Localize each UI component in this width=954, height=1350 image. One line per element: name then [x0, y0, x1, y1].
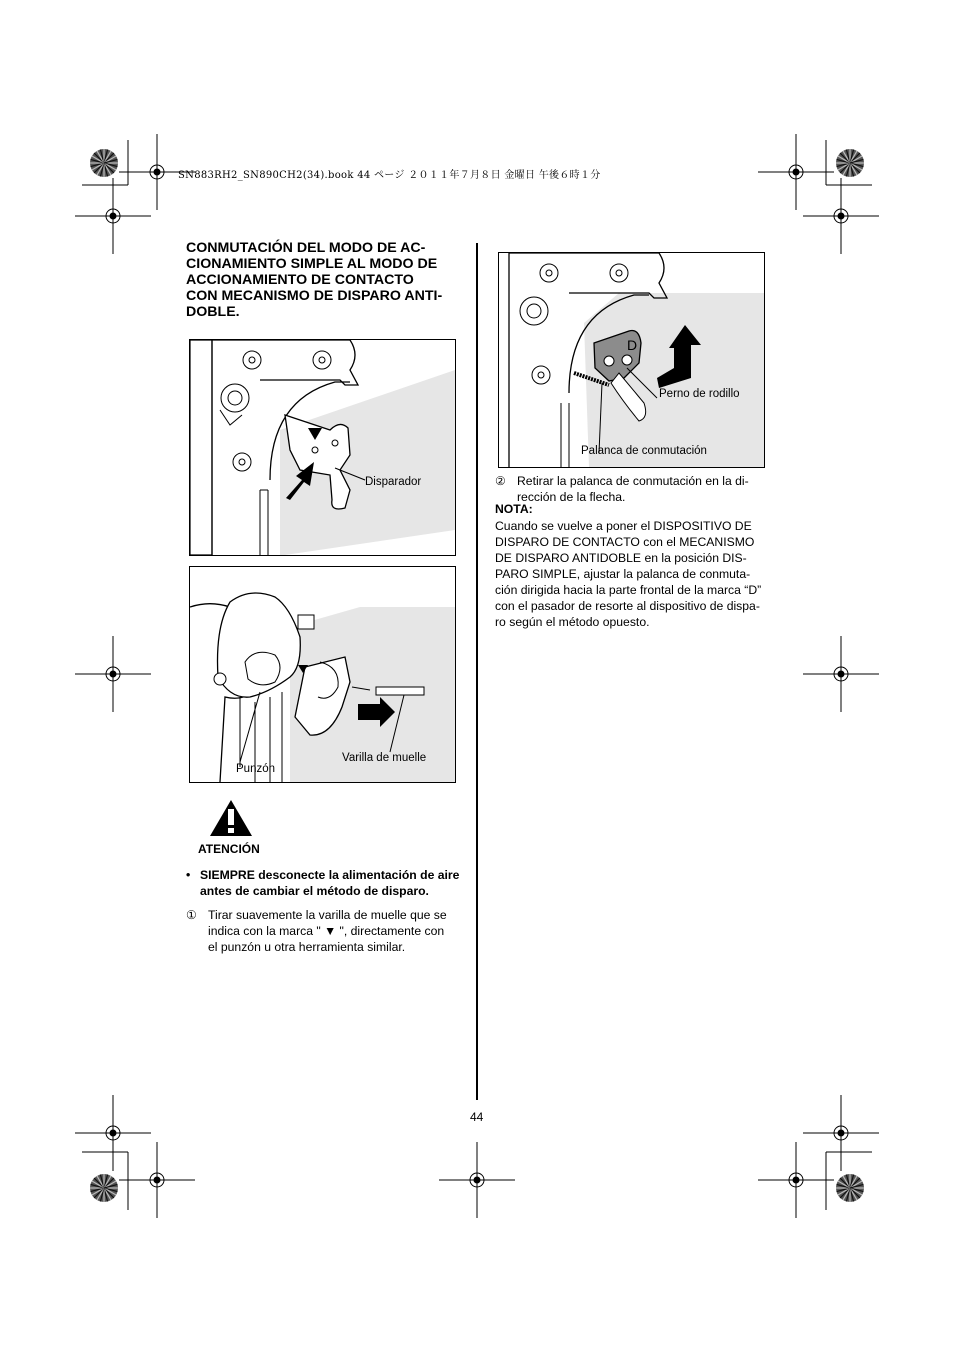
title-line: CON MECANISMO DE DISPARO ANTI-	[186, 288, 443, 304]
note-line: ción dirigida hacia la parte frontal de la marca “D”	[495, 583, 762, 597]
switch-lever-illustration	[499, 253, 764, 467]
step-number: ②	[495, 474, 506, 488]
registration-crosshair	[793, 169, 799, 175]
figure-switch-lever	[498, 252, 765, 468]
registration-crosshair	[154, 1177, 160, 1183]
section-title	[186, 240, 471, 320]
step-1	[186, 907, 471, 957]
step-line: Retirar la palanca de conmutación en la di-	[517, 474, 749, 488]
title-line: CONMUTACIÓN DEL MODO DE AC-	[186, 240, 426, 256]
registration-crosshair	[838, 671, 844, 677]
note-line: DISPARO DE CONTACTO con el MECANISMO	[495, 535, 755, 549]
spring-rod-illustration	[190, 567, 455, 782]
step-number: ①	[186, 908, 197, 922]
step-line: indica con la marca " ▼ ", directamente con	[208, 924, 445, 938]
bullet-dot: •	[186, 868, 191, 882]
step-line: el punzón u otra herramienta similar.	[208, 940, 406, 954]
note-line: DE DISPARO ANTIDOBLE en la posición DIS-	[495, 551, 747, 565]
figure-spring-rod	[189, 566, 456, 783]
warning-triangle-icon	[209, 799, 253, 837]
step-line: rección de la flecha.	[517, 490, 626, 504]
label-switch-lever: Palanca de conmutación	[581, 445, 707, 457]
label-spring-rod: Varilla de muelle	[342, 752, 427, 764]
registration-crosshair	[838, 1130, 844, 1136]
note-text	[495, 518, 775, 630]
registration-crosshair	[110, 671, 116, 677]
registration-crosshair	[793, 1177, 799, 1183]
registration-crosshair	[154, 169, 160, 175]
step-line: Tirar suavemente la varilla de muelle que se	[208, 908, 447, 922]
step-2	[495, 473, 775, 507]
registration-crosshair	[110, 213, 116, 219]
column-divider	[476, 243, 478, 1100]
registration-crosshair	[838, 213, 844, 219]
trigger-illustration	[190, 340, 455, 555]
svg-text:D: D	[627, 337, 638, 353]
figure-trigger	[189, 339, 456, 556]
note-line: Cuando se vuelve a poner el DISPOSITIVO DE	[495, 519, 752, 533]
label-punch: Punzón	[236, 763, 276, 775]
note-line: con el pasador de resorte al dispositivo de dispa-	[495, 599, 760, 613]
label-trigger: Disparador	[365, 476, 422, 488]
title-line: DOBLE.	[186, 304, 240, 320]
note-heading: NOTA:	[495, 502, 533, 516]
warning-text: SIEMPRE desconecte la alimentación de aire antes de cambiar el método de disparo.	[200, 868, 460, 898]
warning-label: ATENCIÓN	[198, 842, 260, 856]
label-roller-pin: Perno de rodillo	[659, 388, 740, 400]
note-line: PARO SIMPLE, ajustar la palanca de conmuta-	[495, 567, 751, 581]
file-header: SN883RH2_SN890CH2(34).book 44 ページ ２０１１年７月８日 金曜日 午後６時１分	[178, 170, 601, 181]
title-line: CIONAMIENTO SIMPLE AL MODO DE	[186, 256, 438, 272]
page-number: 44	[470, 1110, 484, 1124]
registration-crosshair	[474, 1177, 480, 1183]
title-line: ACCIONAMIENTO DE CONTACTO	[186, 272, 414, 288]
registration-crosshair	[110, 1130, 116, 1136]
note-line: ro según el método opuesto.	[495, 615, 650, 629]
